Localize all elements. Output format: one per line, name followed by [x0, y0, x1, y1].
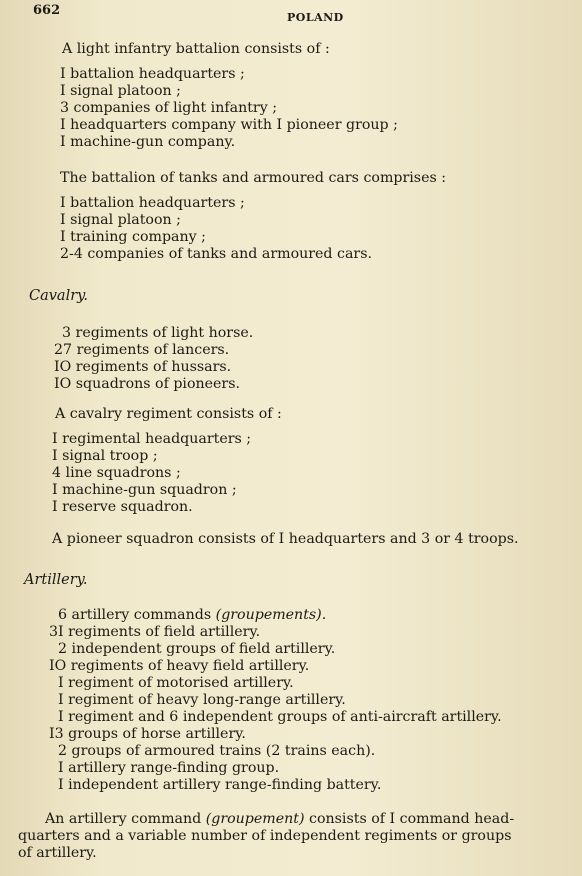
list-item: I signal platoon ; — [60, 83, 181, 99]
running-title: POLAND — [287, 11, 344, 24]
list-item: I machine-gun company. — [60, 134, 236, 150]
list-item: I battalion headquarters ; — [60, 66, 245, 82]
list-item: IO regiments of hussars. — [54, 359, 232, 375]
groupement-term: (groupement) — [205, 811, 305, 827]
page-number: 662 — [33, 3, 61, 18]
list-item: I3 groups of horse artillery. — [49, 726, 246, 742]
list-item: IO squadrons of pioneers. — [54, 376, 241, 392]
list-item: 27 regiments of lancers. — [54, 342, 230, 358]
list-item: 2-4 companies of tanks and armoured cars. — [60, 246, 372, 262]
list-item: I training company ; — [60, 229, 206, 245]
list-item: 3I regiments of field artillery. — [49, 624, 261, 640]
list-item: I signal platoon ; — [60, 212, 181, 228]
list-item: IO regiments of heavy field artillery. — [49, 658, 310, 674]
pioneer-note: A pioneer squadron consists of I headquarters and 3 or 4 troops. — [52, 531, 519, 547]
list-item: I artillery range-finding group. — [58, 760, 280, 776]
list-item: I signal troop ; — [52, 448, 158, 464]
command-note-line3: of artillery. — [18, 845, 97, 861]
list-item: 4 line squadrons ; — [52, 465, 181, 481]
list-item: 3 companies of light infantry ; — [60, 100, 277, 116]
list-item: I independent artillery range-finding battery. — [58, 777, 382, 793]
list-item: I regimental headquarters ; — [52, 431, 252, 447]
cavalry-regiment-intro: A cavalry regiment consists of : — [55, 406, 282, 422]
groupements-term: (groupements). — [215, 607, 327, 623]
artillery-commands-text: 6 artillery commands — [58, 607, 216, 623]
command-note-start: An artillery command — [45, 811, 206, 827]
list-item: I headquarters company with I pioneer group ; — [60, 117, 398, 133]
command-note-end: consists of I command head- — [304, 811, 515, 827]
list-item: 3 regiments of light horse. — [62, 325, 254, 341]
tanks-intro: The battalion of tanks and armoured cars comprises : — [60, 170, 447, 186]
artillery-commands-line — [58, 607, 326, 623]
list-item: I battalion headquarters ; — [60, 195, 245, 211]
list-item: I reserve squadron. — [52, 499, 193, 515]
list-item: I regiment of motorised artillery. — [58, 675, 294, 691]
command-note-line1 — [45, 811, 514, 827]
list-item: I regiment and 6 independent groups of anti-aircraft artillery. — [58, 709, 502, 725]
list-item: 2 groups of armoured trains (2 trains each). — [58, 743, 376, 759]
list-item: 2 independent groups of field artillery. — [58, 641, 336, 657]
artillery-heading: Artillery. — [24, 572, 88, 588]
cavalry-heading: Cavalry. — [29, 288, 89, 304]
list-item: I machine-gun squadron ; — [52, 482, 237, 498]
list-item: I regiment of heavy long-range artillery. — [58, 692, 346, 708]
infantry-intro: A light infantry battalion consists of : — [62, 41, 330, 57]
command-note-line2: quarters and a variable number of independent regiments or groups — [18, 828, 512, 844]
